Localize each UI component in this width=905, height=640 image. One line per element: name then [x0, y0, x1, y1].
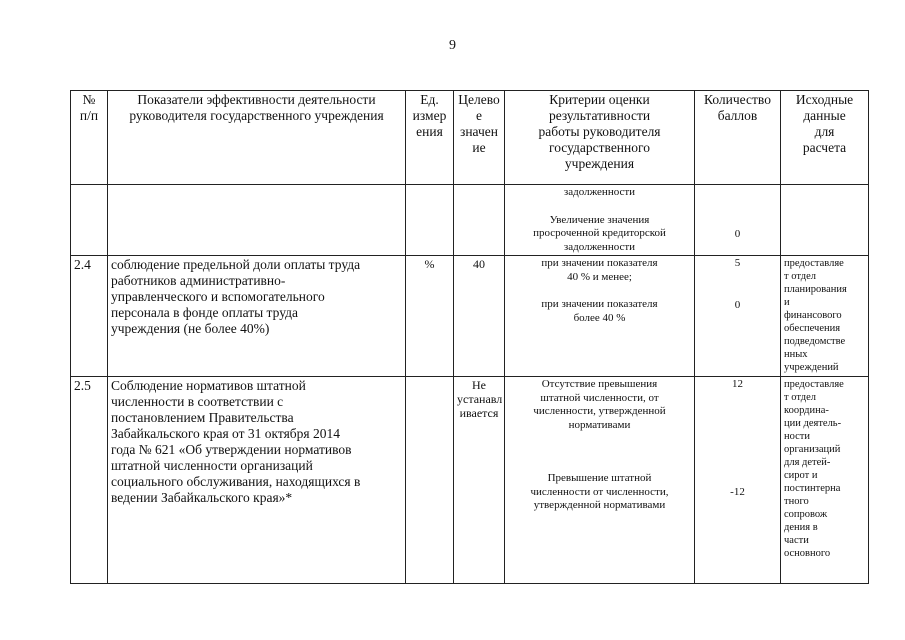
cell-num: 2.4 — [71, 256, 108, 377]
page-number: 9 — [449, 38, 456, 53]
header-target: Целево е значен ие — [454, 91, 505, 185]
cell-unit — [406, 185, 454, 256]
cell-points: 5 0 — [695, 256, 781, 377]
table-row-continuation — [71, 185, 869, 256]
header-row — [71, 91, 869, 185]
cell-indicator — [108, 185, 406, 256]
cell-criteria: при значении показателя 40 % и менее; при значении показателя более 40 % — [505, 256, 695, 377]
header-indicator: Показатели эффективности деятельности руководителя государственного учреждения — [108, 91, 406, 185]
header-num: № п/п — [71, 91, 108, 185]
cell-criteria: задолженности Увеличение значения просроченной кредиторской задолженности — [505, 185, 695, 256]
cell-source: предоставляе т отдел координа- ции деятель- ности организаций для детей- сирот и постинтерна тного сопровож дения в части основного — [781, 377, 869, 584]
header-source: Исходные данные для расчета — [781, 91, 869, 185]
cell-unit: % — [406, 256, 454, 377]
cell-num — [71, 185, 108, 256]
cell-points: 12 -12 — [695, 377, 781, 584]
table-row-2-5 — [71, 377, 869, 584]
header-points: Количество баллов — [695, 91, 781, 185]
cell-target: 40 — [454, 256, 505, 377]
cell-indicator: Соблюдение нормативов штатной численности в соответствии с постановлением Правительства Забайкальского края от 31 октября 2014 года № 621 «Об утверждении нормативов штатной численности организаций социального обслуживания, находящихся в ведении Забайкальского края»* — [108, 377, 406, 584]
cell-source: предоставляе т отдел планирования и финансового обеспечения подведомстве нных учреждений — [781, 256, 869, 377]
cell-criteria: Отсутствие превышения штатной численности, от численности, утвержденной нормативами Превышение штатной численности от численности, утвержденной нормативами — [505, 377, 695, 584]
table-row-2-4 — [71, 256, 869, 377]
cell-target: Не устанавл ивается — [454, 377, 505, 584]
cell-indicator: соблюдение предельной доли оплаты труда работников административно- управленческого и вспомогательного персонала в фонде оплаты труда учреждения (не более 40%) — [108, 256, 406, 377]
indicators-table — [70, 90, 869, 584]
cell-num: 2.5 — [71, 377, 108, 584]
header-unit: Ед. измер ения — [406, 91, 454, 185]
cell-source — [781, 185, 869, 256]
header-criteria: Критерии оценки результативности работы руководителя государственного учреждения — [505, 91, 695, 185]
cell-target — [454, 185, 505, 256]
cell-unit — [406, 377, 454, 584]
cell-points: 0 — [695, 185, 781, 256]
